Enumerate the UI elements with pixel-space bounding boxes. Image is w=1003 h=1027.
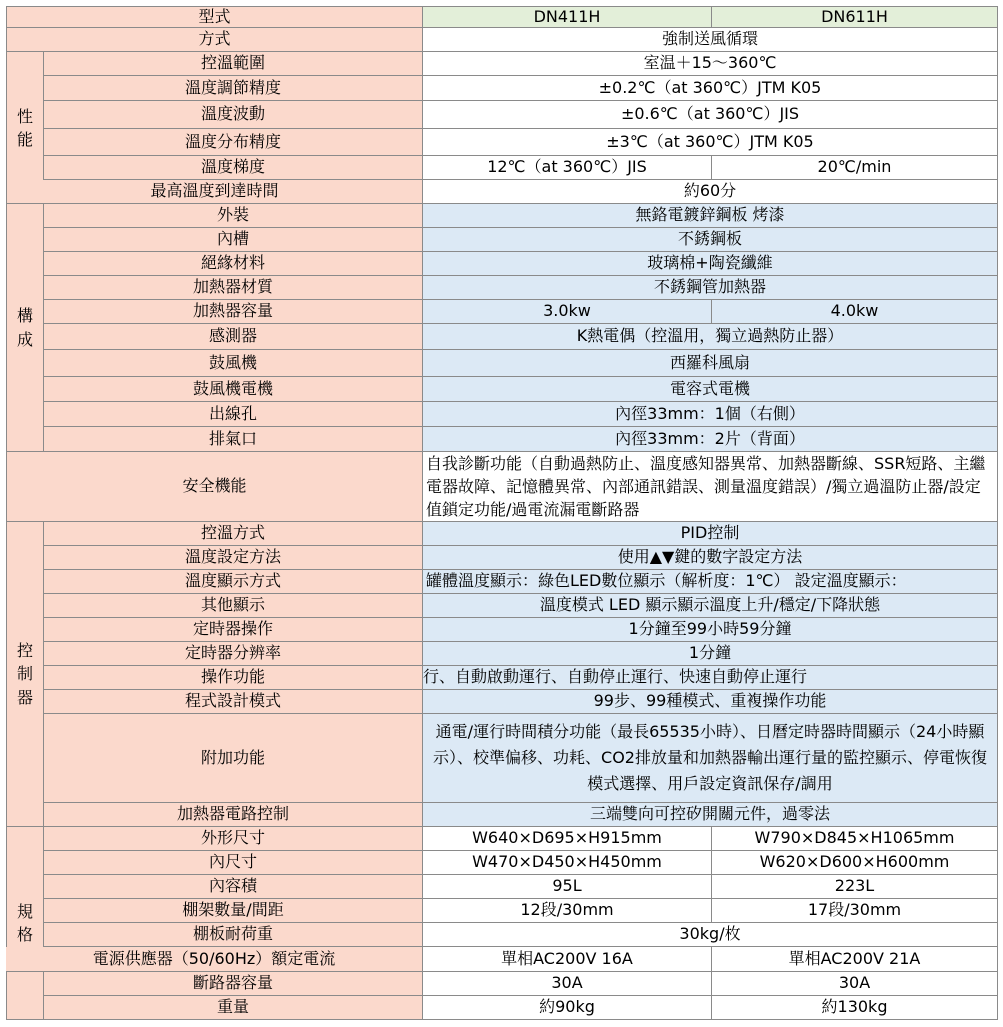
spec-row-0-value-a: W640×D695×H915mm xyxy=(423,827,712,851)
perf-row-4-value-b: 20℃/min xyxy=(712,156,998,180)
spec-row-6-value-a: 30A xyxy=(423,972,712,996)
cons-row-6-label: 鼓風機 xyxy=(44,350,423,377)
ctrl-row-0-value: PID控制 xyxy=(423,522,998,546)
ctrl-row-2-value: 罐體溫度顯示：綠色LED數位顯示（解析度：1℃） 設定溫度顯示： xyxy=(423,570,998,594)
cons-row-0-label: 外裝 xyxy=(44,204,423,228)
perf-row-3-label: 溫度分布精度 xyxy=(44,129,423,156)
spec-row-3-value-b: 17段/30mm xyxy=(712,899,998,923)
controller-group xyxy=(6,522,44,827)
ctrl-row-9-value: 三端雙向可控矽開關元件，過零法 xyxy=(423,803,998,827)
cons-row-4-value-a: 3.0kw xyxy=(423,300,712,324)
spec-row-1-label: 內尺寸 xyxy=(44,851,423,875)
ctrl-row-9-label: 加熱器電路控制 xyxy=(44,803,423,827)
cons-row-7-label: 鼓風機電機 xyxy=(44,377,423,402)
specs-group-label: 規格 xyxy=(16,901,33,944)
max-temp-value: 約60分 xyxy=(423,180,998,204)
ctrl-row-2-label: 溫度顯示方式 xyxy=(44,570,423,594)
spec-row-4-value: 30kg/枚 xyxy=(423,923,998,947)
spec-row-4-label: 棚板耐荷重 xyxy=(44,923,423,947)
performance-group-label: 性能 xyxy=(16,106,33,149)
spec-row-3-label: 棚架數量/間距 xyxy=(44,899,423,923)
ctrl-row-6-value: 行、自動啟動運行、自動停止運行、快速自動停止運行 xyxy=(423,666,998,690)
perf-row-3-value: ±3℃（at 360℃）JTM K05 xyxy=(423,129,998,156)
spec-row-7-value-a: 約90kg xyxy=(423,996,712,1020)
perf-row-2-label: 溫度波動 xyxy=(44,101,423,129)
perf-row-0-value: 室温＋15～360℃ xyxy=(423,52,998,76)
spec-row-1-value-a: W470×D450×H450mm xyxy=(423,851,712,875)
model-b-header: DN611H xyxy=(712,6,998,28)
spec-row-5-value-b: 單相AC200V 21A xyxy=(712,947,998,972)
cons-row-9-label: 排氣口 xyxy=(44,427,423,452)
cons-row-1-value: 不銹鋼板 xyxy=(423,228,998,252)
perf-row-1-label: 溫度調節精度 xyxy=(44,76,423,101)
spec-row-2-value-a: 95L xyxy=(423,875,712,899)
cons-row-2-label: 絕緣材料 xyxy=(44,252,423,276)
spec-row-6-value-b: 30A xyxy=(712,972,998,996)
perf-row-4-label: 溫度梯度 xyxy=(44,156,423,180)
spec-row-1-value-b: W620×D600×H600mm xyxy=(712,851,998,875)
method-label: 方式 xyxy=(6,28,423,52)
spec-row-7-label: 重量 xyxy=(44,996,423,1020)
perf-row-2-value: ±0.6℃（at 360℃）JIS xyxy=(423,101,998,129)
specs-group xyxy=(6,827,44,1020)
ctrl-row-8-value: 通電/運行時間積分功能（最長65535小時）、日曆定時器時間顯示（24小時顯示）、校準偏移、功耗、CO2排放量和加熱器輸出運行量的監控顯示、停電恢復模式選擇、用戶設定資訊保存/調用 xyxy=(423,714,998,803)
ctrl-row-4-value: 1分鐘至99小時59分鐘 xyxy=(423,618,998,642)
cons-row-4-label: 加熱器容量 xyxy=(44,300,423,324)
construction-group-label: 構成 xyxy=(16,306,33,349)
cons-row-0-value: 無鉻電鍍鋅鋼板 烤漆 xyxy=(423,204,998,228)
ctrl-row-1-value: 使用▲▼鍵的數字設定方法 xyxy=(423,546,998,570)
safety-label: 安全機能 xyxy=(6,452,423,522)
perf-row-4-value-a: 12℃（at 360℃）JIS xyxy=(423,156,712,180)
ctrl-row-0-label: 控溫方式 xyxy=(44,522,423,546)
ctrl-row-7-value: 99步、99種模式、重複操作功能 xyxy=(423,690,998,714)
spec-row-7-value-b: 約130kg xyxy=(712,996,998,1020)
spec-row-3-value-a: 12段/30mm xyxy=(423,899,712,923)
cons-row-8-label: 出線孔 xyxy=(44,402,423,427)
spec-row-5-label: 電源供應器（50/60Hz）額定電流 xyxy=(6,947,423,972)
construction-group xyxy=(6,204,44,452)
spec-row-0-value-b: W790×D845×H1065mm xyxy=(712,827,998,851)
ctrl-row-7-label: 程式設計模式 xyxy=(44,690,423,714)
cons-row-1-label: 內槽 xyxy=(44,228,423,252)
spec-row-2-value-b: 223L xyxy=(712,875,998,899)
cons-row-4-value-b: 4.0kw xyxy=(712,300,998,324)
spec-row-0-label: 外形尺寸 xyxy=(44,827,423,851)
cons-row-7-value: 電容式電機 xyxy=(423,377,998,402)
spec-row-5-value-a: 單相AC200V 16A xyxy=(423,947,712,972)
spec-row-6-label: 斷路器容量 xyxy=(44,972,423,996)
ctrl-row-5-label: 定時器分辨率 xyxy=(44,642,423,666)
ctrl-row-8-label: 附加功能 xyxy=(44,714,423,803)
header-label: 型式 xyxy=(6,6,423,28)
model-a-header: DN411H xyxy=(423,6,712,28)
ctrl-row-4-label: 定時器操作 xyxy=(44,618,423,642)
max-temp-label: 最高溫度到達時間 xyxy=(6,180,423,204)
safety-value: 自我診斷功能（自動過熱防止、溫度感知器異常、加熱器斷線、SSR短路、主繼電器故障、記憶體異常、內部通訊錯誤、測量溫度錯誤）/獨立過溫防止器/設定值鎖定功能/過電流漏電斷路器 xyxy=(423,452,998,522)
cons-row-6-value: 西羅科風扇 xyxy=(423,350,998,377)
ctrl-row-5-value: 1分鐘 xyxy=(423,642,998,666)
cons-row-3-label: 加熱器材質 xyxy=(44,276,423,300)
cons-row-5-label: 感測器 xyxy=(44,324,423,350)
cons-row-9-value: 內徑33mm：2片（背面） xyxy=(423,427,998,452)
ctrl-row-1-label: 溫度設定方法 xyxy=(44,546,423,570)
spec-row-2-label: 內容積 xyxy=(44,875,423,899)
perf-row-0-label: 控溫範圍 xyxy=(44,52,423,76)
ctrl-row-6-label: 操作功能 xyxy=(44,666,423,690)
cons-row-8-value: 內徑33mm：1個（右側） xyxy=(423,402,998,427)
perf-row-1-value: ±0.2℃（at 360℃）JTM K05 xyxy=(423,76,998,101)
cons-row-5-value: K熱電偶（控溫用，獨立過熱防止器） xyxy=(423,324,998,350)
ctrl-row-3-label: 其他顯示 xyxy=(44,594,423,618)
ctrl-row-3-value: 溫度模式 LED 顯示顯示溫度上升/穩定/下降狀態 xyxy=(423,594,998,618)
method-value: 強制送風循環 xyxy=(423,28,998,52)
controller-group-label: 控制器 xyxy=(16,641,33,707)
cons-row-2-value: 玻璃棉+陶瓷纖維 xyxy=(423,252,998,276)
cons-row-3-value: 不銹鋼管加熱器 xyxy=(423,276,998,300)
